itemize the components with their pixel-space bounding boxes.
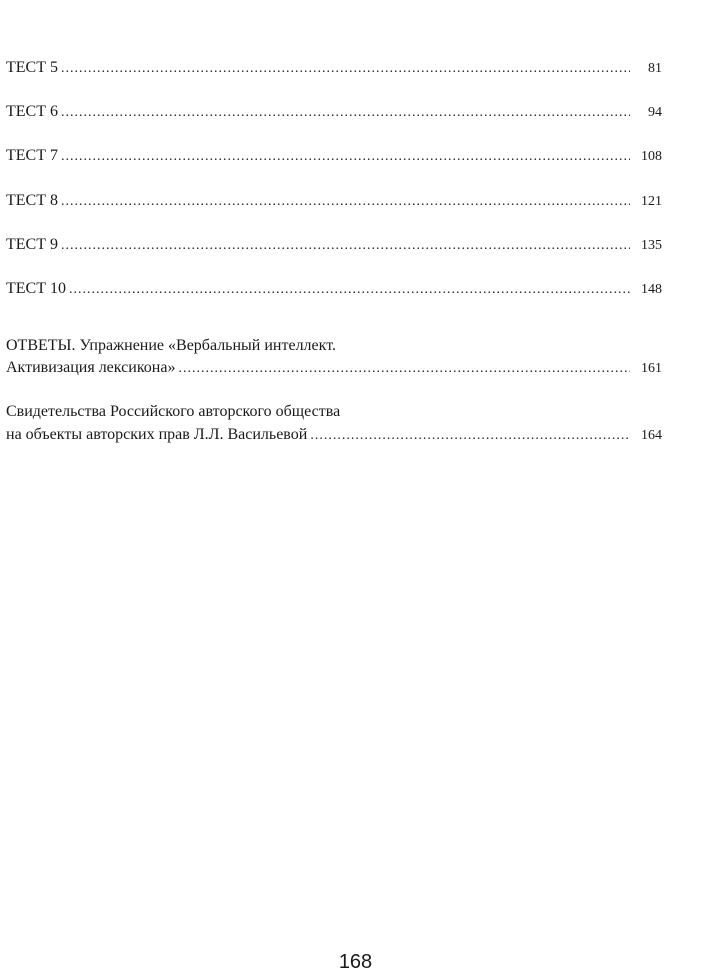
page-number: 168: [338, 951, 373, 973]
toc-entry-page: 121: [641, 194, 662, 209]
toc-entry-page: 94: [648, 105, 662, 120]
toc-entry-test-10: [6, 279, 662, 300]
toc-entry-page: 164: [641, 428, 662, 443]
toc-entry-title: ТЕСТ 6: [6, 103, 58, 120]
toc-entry-test-7: [6, 146, 662, 167]
toc-certificates-title-line2: на объекты авторских прав Л.Л. Васильевой: [6, 426, 308, 443]
dot-leader: [69, 280, 630, 300]
toc-entry-title: ТЕСТ 8: [6, 192, 58, 209]
toc-entry-test-5: [6, 58, 662, 79]
toc-entry-title: ТЕСТ 10: [6, 280, 66, 297]
toc-entry-certificates: [6, 425, 662, 446]
dot-leader: [178, 359, 630, 379]
toc-answers-title-line2: Активизация лексикона»: [6, 359, 176, 376]
dot-leader: [310, 426, 630, 446]
toc-answers-title-line1: ОТВЕТЫ. Упражнение «Вербальный интеллект.: [6, 337, 336, 354]
toc-entry-test-8: [6, 191, 662, 212]
dot-leader: [61, 192, 630, 212]
toc-entry-answers: [6, 358, 662, 379]
toc-entry-page: 108: [641, 149, 662, 164]
toc-entry-title: ТЕСТ 9: [6, 236, 58, 253]
toc-entry-test-6: [6, 102, 662, 123]
dot-leader: [61, 59, 630, 79]
toc-entry-test-9: [6, 235, 662, 256]
toc-entry-title: ТЕСТ 5: [6, 59, 58, 76]
toc-entry-page: 148: [641, 282, 662, 297]
toc-entry-page: 135: [641, 238, 662, 253]
toc-entry-page: 81: [648, 61, 662, 76]
toc-entry-title: ТЕСТ 7: [6, 147, 58, 164]
dot-leader: [61, 236, 630, 256]
dot-leader: [61, 147, 630, 167]
toc-entry-page: 161: [641, 361, 662, 376]
toc-certificates-title-line1: Свидетельства Российского авторского общества: [6, 403, 341, 420]
dot-leader: [61, 103, 630, 123]
